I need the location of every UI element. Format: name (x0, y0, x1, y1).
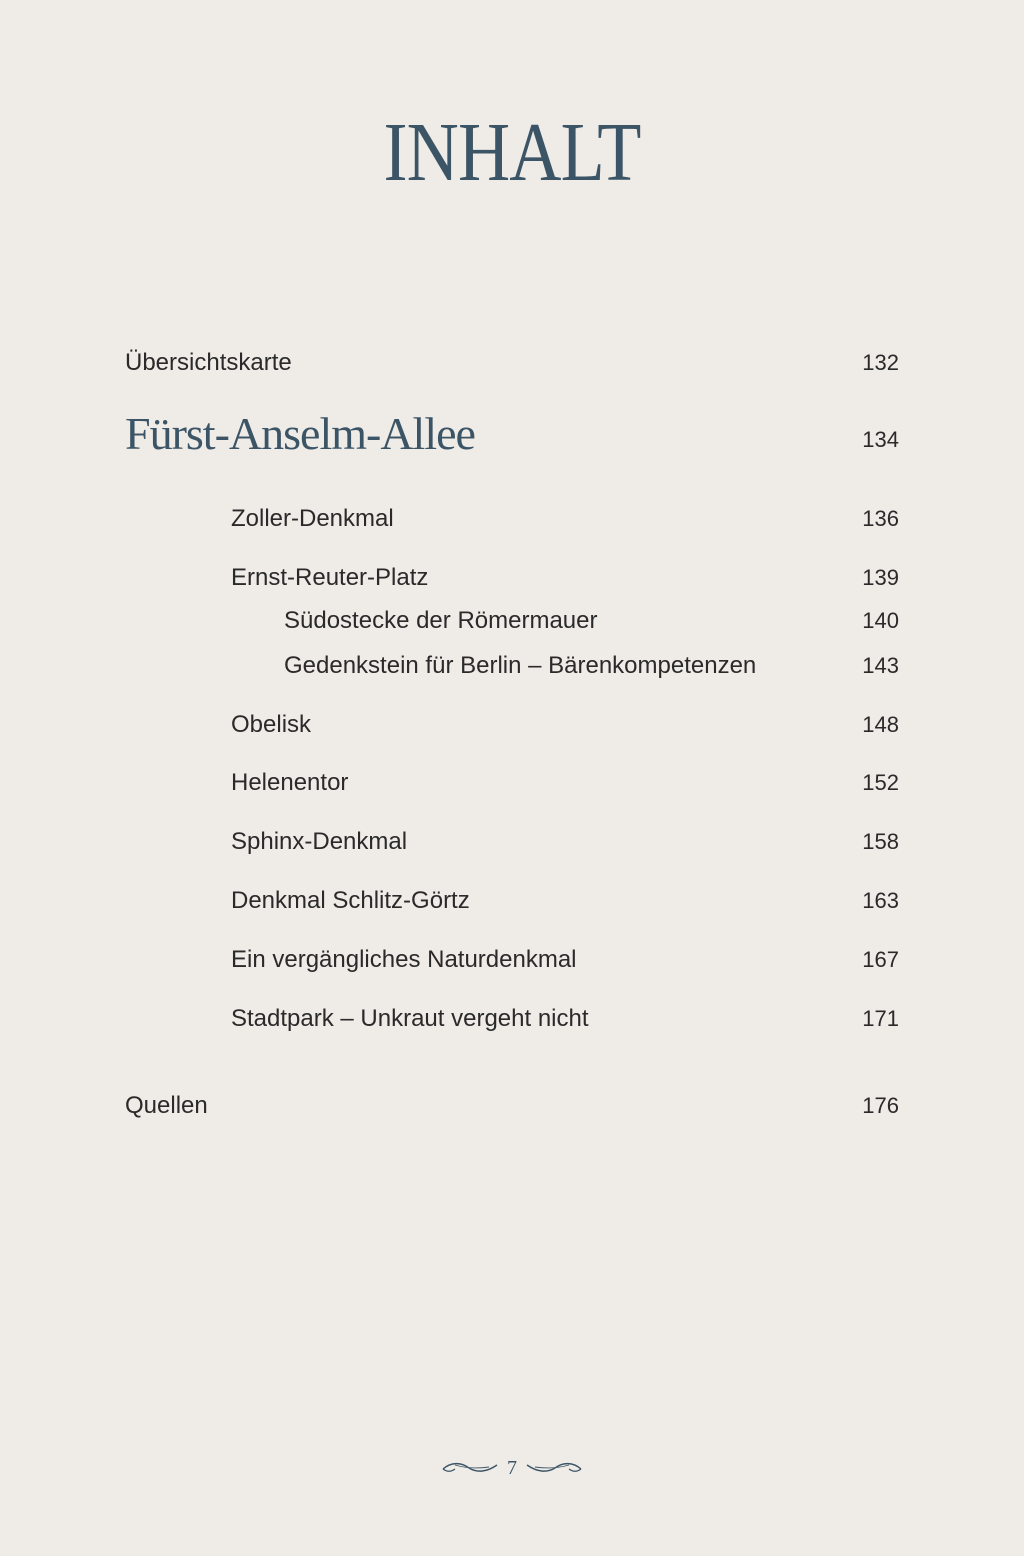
toc-section-fuerst-anselm-allee[interactable] (0, 408, 1024, 462)
toc-entry-label: Sphinx-Denkmal (231, 828, 408, 855)
toc-entry-label: Übersichtskarte (125, 349, 292, 376)
flourish-right-icon (525, 1460, 583, 1476)
toc-entry-sphinx-denkmal[interactable] (0, 822, 1024, 862)
toc-entry-page: 134 (862, 427, 899, 452)
toc-entry-label: Ernst-Reuter-Platz (231, 564, 429, 591)
toc-entry-denkmal-schlitz-goertz[interactable] (0, 881, 1024, 921)
toc-entry-page: 139 (862, 565, 899, 590)
toc-entry-naturdenkmal[interactable] (0, 940, 1024, 980)
toc-entry-page: 152 (862, 770, 899, 795)
toc-entry-page: 132 (862, 350, 899, 375)
toc-entry-page: 140 (862, 608, 899, 633)
toc-entry-helenentor[interactable] (0, 763, 1024, 803)
toc-entry-label: Südostecke der Römermauer (284, 607, 598, 634)
toc-entry-page: 171 (862, 1006, 899, 1031)
toc-entry-label: Gedenkstein für Berlin – Bärenkompetenzen (284, 652, 757, 679)
toc-entry-obelisk[interactable] (0, 705, 1024, 745)
toc-entry-label: Zoller-Denkmal (231, 505, 394, 532)
toc-entry-page: 148 (862, 712, 899, 737)
toc-entry-page: 143 (862, 653, 899, 678)
toc-entry-suedostecke[interactable] (0, 601, 1024, 641)
toc-entry-page: 158 (862, 829, 899, 854)
page-footer (0, 1454, 1024, 1484)
toc-entry-zoller-denkmal[interactable] (0, 499, 1024, 539)
toc-entry-label: Helenentor (231, 769, 349, 796)
toc-entry-label: Obelisk (231, 711, 312, 738)
toc-entry-page: 136 (862, 506, 899, 531)
toc-entry-gedenkstein[interactable] (0, 646, 1024, 686)
toc-entry-label: Denkmal Schlitz-Görtz (231, 887, 470, 914)
toc-entry-page: 167 (862, 947, 899, 972)
toc-entry-page: 176 (862, 1093, 899, 1118)
toc-entry-label: Quellen (125, 1092, 208, 1119)
toc-entry-label: Stadtpark – Unkraut vergeht nicht (231, 1005, 589, 1032)
page-number: 7 (507, 1457, 517, 1479)
toc-entry-page: 163 (862, 888, 899, 913)
toc-entry-stadtpark[interactable] (0, 999, 1024, 1039)
toc-entry-ernst-reuter-platz[interactable] (0, 558, 1024, 598)
toc-entry-quellen[interactable] (0, 1086, 1024, 1126)
page-title: INHALT (383, 106, 641, 199)
toc-section-label: Fürst-Anselm-Allee (125, 408, 475, 459)
toc-entry-label: Ein vergängliches Naturdenkmal (231, 946, 577, 973)
toc-entry-uebersichtskarte[interactable] (0, 343, 1024, 383)
